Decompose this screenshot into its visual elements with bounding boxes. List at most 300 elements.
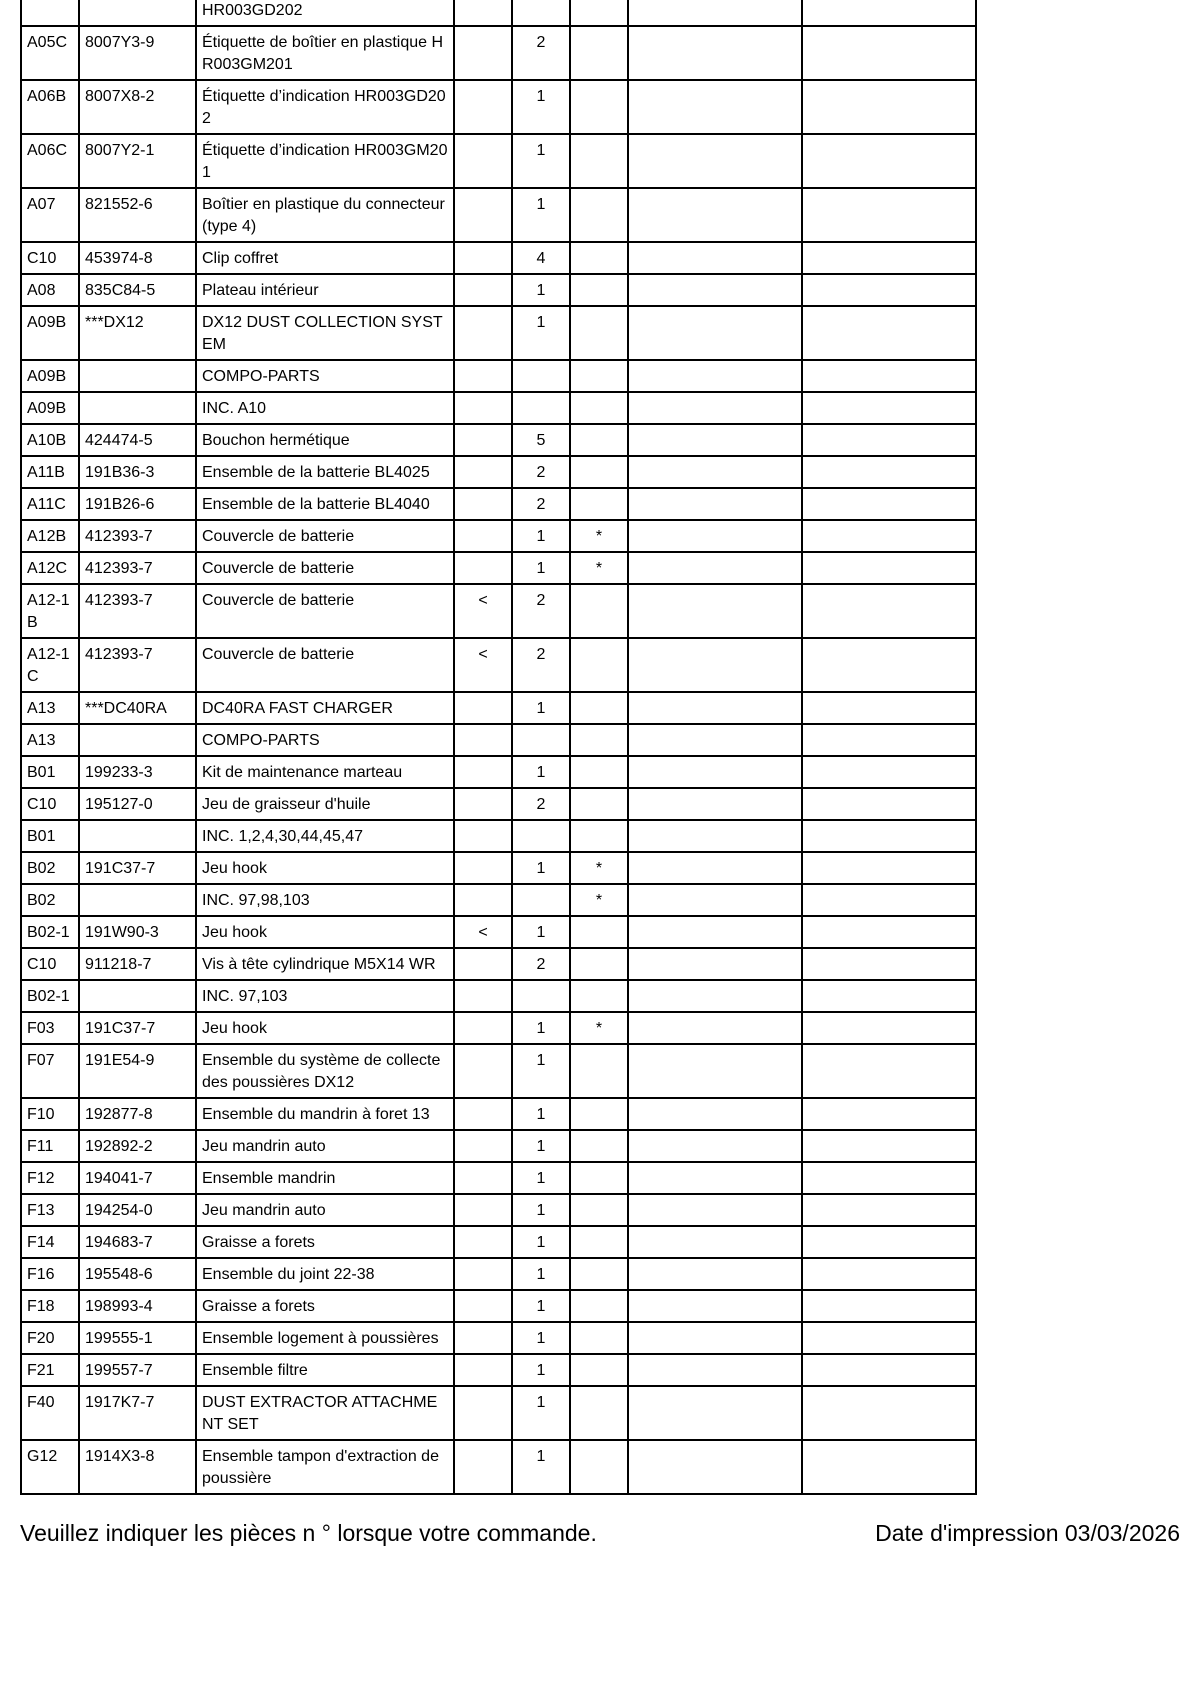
extra-cell-1 <box>628 820 802 852</box>
change-mark-cell <box>454 1194 512 1226</box>
table-row <box>21 1386 976 1440</box>
note-mark-cell <box>570 638 628 692</box>
description-cell: INC. 97,103 <box>196 980 454 1012</box>
note-mark-cell <box>570 788 628 820</box>
note-mark-cell <box>570 188 628 242</box>
table-row <box>21 1012 976 1044</box>
ref-no-cell: A12C <box>21 552 79 584</box>
change-mark-cell <box>454 80 512 134</box>
ref-no-cell: A06B <box>21 80 79 134</box>
note-mark-cell <box>570 134 628 188</box>
description-cell: Jeu mandrin auto <box>196 1194 454 1226</box>
quantity-cell: 1 <box>512 1098 570 1130</box>
ref-no-cell: F16 <box>21 1258 79 1290</box>
description-cell: Bouchon hermétique <box>196 424 454 456</box>
part-no-cell: 835C84-5 <box>79 274 196 306</box>
part-no-cell: 199233-3 <box>79 756 196 788</box>
quantity-cell: 1 <box>512 188 570 242</box>
extra-cell-2 <box>802 1226 976 1258</box>
part-no-cell: 195127-0 <box>79 788 196 820</box>
extra-cell-2 <box>802 1258 976 1290</box>
quantity-cell <box>512 392 570 424</box>
extra-cell-2 <box>802 520 976 552</box>
note-mark-cell <box>570 1354 628 1386</box>
description-cell: Clip coffret <box>196 242 454 274</box>
ref-no-cell: F40 <box>21 1386 79 1440</box>
note-mark-cell <box>570 1226 628 1258</box>
table-row <box>21 980 976 1012</box>
part-no-cell: 199555-1 <box>79 1322 196 1354</box>
quantity-cell: 2 <box>512 948 570 980</box>
ref-no-cell: B01 <box>21 820 79 852</box>
change-mark-cell <box>454 1322 512 1354</box>
extra-cell-2 <box>802 584 976 638</box>
ref-no-cell: A13 <box>21 692 79 724</box>
description-cell: DX12 DUST COLLECTION SYSTEM <box>196 306 454 360</box>
note-mark-cell <box>570 756 628 788</box>
quantity-cell <box>512 724 570 756</box>
note-mark-cell <box>570 488 628 520</box>
quantity-cell: 1 <box>512 1162 570 1194</box>
extra-cell-1 <box>628 1290 802 1322</box>
change-mark-cell <box>454 0 512 26</box>
quantity-cell: 1 <box>512 306 570 360</box>
extra-cell-1 <box>628 1258 802 1290</box>
quantity-cell: 2 <box>512 584 570 638</box>
extra-cell-1 <box>628 1354 802 1386</box>
ref-no-cell: F03 <box>21 1012 79 1044</box>
note-mark-cell <box>570 1044 628 1098</box>
extra-cell-2 <box>802 1012 976 1044</box>
quantity-cell: 1 <box>512 1194 570 1226</box>
table-row <box>21 820 976 852</box>
description-cell: Plateau intérieur <box>196 274 454 306</box>
ref-no-cell: F20 <box>21 1322 79 1354</box>
quantity-cell: 1 <box>512 1322 570 1354</box>
description-cell: Ensemble de la batterie BL4025 <box>196 456 454 488</box>
extra-cell-1 <box>628 392 802 424</box>
change-mark-cell <box>454 424 512 456</box>
description-cell: Ensemble de la batterie BL4040 <box>196 488 454 520</box>
extra-cell-1 <box>628 1440 802 1494</box>
extra-cell-1 <box>628 948 802 980</box>
change-mark-cell <box>454 552 512 584</box>
ref-no-cell: A12B <box>21 520 79 552</box>
extra-cell-2 <box>802 274 976 306</box>
change-mark-cell <box>454 188 512 242</box>
description-cell: Couvercle de batterie <box>196 638 454 692</box>
change-mark-cell <box>454 1130 512 1162</box>
extra-cell-2 <box>802 134 976 188</box>
note-mark-cell <box>570 1098 628 1130</box>
extra-cell-2 <box>802 306 976 360</box>
part-no-cell: 1914X3-8 <box>79 1440 196 1494</box>
description-cell: Boîtier en plastique du connecteur (type 4) <box>196 188 454 242</box>
quantity-cell: 1 <box>512 1044 570 1098</box>
extra-cell-1 <box>628 724 802 756</box>
extra-cell-1 <box>628 188 802 242</box>
change-mark-cell: < <box>454 584 512 638</box>
change-mark-cell <box>454 1354 512 1386</box>
part-no-cell: 8007Y2-1 <box>79 134 196 188</box>
extra-cell-2 <box>802 242 976 274</box>
extra-cell-1 <box>628 360 802 392</box>
description-cell: Ensemble filtre <box>196 1354 454 1386</box>
description-cell: Graisse a forets <box>196 1226 454 1258</box>
quantity-cell: 1 <box>512 134 570 188</box>
extra-cell-2 <box>802 852 976 884</box>
quantity-cell: 1 <box>512 1386 570 1440</box>
change-mark-cell <box>454 1012 512 1044</box>
part-no-cell: 194041-7 <box>79 1162 196 1194</box>
extra-cell-1 <box>628 552 802 584</box>
description-cell: Couvercle de batterie <box>196 584 454 638</box>
note-mark-cell <box>570 26 628 80</box>
ref-no-cell: C10 <box>21 948 79 980</box>
quantity-cell: 1 <box>512 852 570 884</box>
quantity-cell <box>512 884 570 916</box>
table-row <box>21 242 976 274</box>
quantity-cell: 1 <box>512 1012 570 1044</box>
ref-no-cell: A09B <box>21 392 79 424</box>
description-cell: Ensemble tampon d'extraction de poussière <box>196 1440 454 1494</box>
ref-no-cell: A11C <box>21 488 79 520</box>
note-mark-cell <box>570 456 628 488</box>
note-mark-cell <box>570 424 628 456</box>
extra-cell-2 <box>802 638 976 692</box>
part-no-cell: 191E54-9 <box>79 1044 196 1098</box>
table-row <box>21 788 976 820</box>
description-cell: INC. A10 <box>196 392 454 424</box>
note-mark-cell <box>570 1258 628 1290</box>
description-cell: COMPO-PARTS <box>196 724 454 756</box>
ref-no-cell: A09B <box>21 306 79 360</box>
quantity-cell: 1 <box>512 274 570 306</box>
extra-cell-1 <box>628 1098 802 1130</box>
description-cell: Kit de maintenance marteau <box>196 756 454 788</box>
extra-cell-2 <box>802 0 976 26</box>
description-cell: Étiquette de boîtier en plastique HR003GM201 <box>196 26 454 80</box>
ref-no-cell: G12 <box>21 1440 79 1494</box>
change-mark-cell <box>454 242 512 274</box>
note-mark-cell: * <box>570 552 628 584</box>
extra-cell-2 <box>802 1290 976 1322</box>
table-row <box>21 456 976 488</box>
table-row <box>21 1098 976 1130</box>
ref-no-cell: F21 <box>21 1354 79 1386</box>
table-row <box>21 360 976 392</box>
ref-no-cell: A06C <box>21 134 79 188</box>
note-mark-cell <box>570 392 628 424</box>
description-cell: INC. 97,98,103 <box>196 884 454 916</box>
ref-no-cell: C10 <box>21 788 79 820</box>
description-cell: Ensemble du système de collecte des poussières DX12 <box>196 1044 454 1098</box>
description-cell: COMPO-PARTS <box>196 360 454 392</box>
table-row <box>21 1440 976 1494</box>
description-cell: Couvercle de batterie <box>196 520 454 552</box>
extra-cell-1 <box>628 424 802 456</box>
change-mark-cell <box>454 392 512 424</box>
table-row <box>21 1162 976 1194</box>
part-no-cell <box>79 360 196 392</box>
change-mark-cell <box>454 788 512 820</box>
part-no-cell: ***DC40RA <box>79 692 196 724</box>
extra-cell-1 <box>628 306 802 360</box>
ref-no-cell: A13 <box>21 724 79 756</box>
quantity-cell: 5 <box>512 424 570 456</box>
extra-cell-1 <box>628 456 802 488</box>
table-row <box>21 852 976 884</box>
ref-no-cell: A07 <box>21 188 79 242</box>
table-row <box>21 552 976 584</box>
extra-cell-2 <box>802 948 976 980</box>
ref-no-cell: F11 <box>21 1130 79 1162</box>
description-cell: Vis à tête cylindrique M5X14 WR <box>196 948 454 980</box>
note-mark-cell <box>570 1290 628 1322</box>
description-cell: INC. 1,2,4,30,44,45,47 <box>196 820 454 852</box>
extra-cell-2 <box>802 1194 976 1226</box>
description-cell: HR003GD202 <box>196 0 454 26</box>
parts-table-body <box>21 0 976 1494</box>
extra-cell-1 <box>628 980 802 1012</box>
extra-cell-1 <box>628 274 802 306</box>
extra-cell-1 <box>628 1386 802 1440</box>
extra-cell-2 <box>802 360 976 392</box>
quantity-cell: 1 <box>512 1130 570 1162</box>
table-row <box>21 1226 976 1258</box>
extra-cell-1 <box>628 1322 802 1354</box>
note-mark-cell: * <box>570 1012 628 1044</box>
quantity-cell: 2 <box>512 638 570 692</box>
extra-cell-1 <box>628 80 802 134</box>
part-no-cell: 412393-7 <box>79 638 196 692</box>
extra-cell-1 <box>628 1044 802 1098</box>
extra-cell-2 <box>802 980 976 1012</box>
part-no-cell <box>79 392 196 424</box>
part-no-cell: 1917K7-7 <box>79 1386 196 1440</box>
extra-cell-1 <box>628 0 802 26</box>
extra-cell-2 <box>802 1354 976 1386</box>
description-cell: Ensemble logement à poussières <box>196 1322 454 1354</box>
ref-no-cell: C10 <box>21 242 79 274</box>
table-row <box>21 638 976 692</box>
part-no-cell: 412393-7 <box>79 520 196 552</box>
part-no-cell: 8007Y3-9 <box>79 26 196 80</box>
note-mark-cell <box>570 306 628 360</box>
ref-no-cell: A05C <box>21 26 79 80</box>
change-mark-cell <box>454 1226 512 1258</box>
extra-cell-1 <box>628 692 802 724</box>
change-mark-cell <box>454 26 512 80</box>
note-mark-cell: * <box>570 884 628 916</box>
quantity-cell: 4 <box>512 242 570 274</box>
extra-cell-1 <box>628 1162 802 1194</box>
quantity-cell: 1 <box>512 1440 570 1494</box>
change-mark-cell <box>454 884 512 916</box>
description-cell: Ensemble du joint 22-38 <box>196 1258 454 1290</box>
note-mark-cell <box>570 692 628 724</box>
note-mark-cell <box>570 980 628 1012</box>
extra-cell-1 <box>628 1012 802 1044</box>
extra-cell-2 <box>802 1130 976 1162</box>
quantity-cell: 1 <box>512 1258 570 1290</box>
note-mark-cell <box>570 0 628 26</box>
table-row <box>21 80 976 134</box>
table-row <box>21 392 976 424</box>
note-mark-cell <box>570 1440 628 1494</box>
change-mark-cell <box>454 980 512 1012</box>
table-row <box>21 488 976 520</box>
extra-cell-2 <box>802 80 976 134</box>
extra-cell-1 <box>628 520 802 552</box>
quantity-cell <box>512 0 570 26</box>
description-cell: Étiquette d’indication HR003GM201 <box>196 134 454 188</box>
part-no-cell <box>79 0 196 26</box>
extra-cell-2 <box>802 1386 976 1440</box>
change-mark-cell: < <box>454 916 512 948</box>
table-row <box>21 188 976 242</box>
quantity-cell: 1 <box>512 80 570 134</box>
change-mark-cell <box>454 274 512 306</box>
note-mark-cell: * <box>570 852 628 884</box>
change-mark-cell <box>454 134 512 188</box>
print-date: Date d'impression 03/03/2026 <box>875 1520 1180 1546</box>
extra-cell-2 <box>802 692 976 724</box>
description-cell: Jeu hook <box>196 852 454 884</box>
ref-no-cell: B02 <box>21 884 79 916</box>
change-mark-cell <box>454 724 512 756</box>
quantity-cell: 1 <box>512 1354 570 1386</box>
quantity-cell: 1 <box>512 692 570 724</box>
table-row <box>21 1130 976 1162</box>
part-no-cell: 192877-8 <box>79 1098 196 1130</box>
quantity-cell <box>512 820 570 852</box>
table-row <box>21 1354 976 1386</box>
note-mark-cell <box>570 242 628 274</box>
description-cell: Graisse a forets <box>196 1290 454 1322</box>
change-mark-cell <box>454 360 512 392</box>
extra-cell-1 <box>628 242 802 274</box>
table-row <box>21 756 976 788</box>
part-no-cell <box>79 820 196 852</box>
part-no-cell <box>79 980 196 1012</box>
part-no-cell: 194683-7 <box>79 1226 196 1258</box>
change-mark-cell <box>454 948 512 980</box>
part-no-cell: 911218-7 <box>79 948 196 980</box>
quantity-cell: 1 <box>512 552 570 584</box>
part-no-cell: 191C37-7 <box>79 1012 196 1044</box>
change-mark-cell <box>454 1386 512 1440</box>
part-no-cell: 191C37-7 <box>79 852 196 884</box>
change-mark-cell <box>454 488 512 520</box>
note-mark-cell <box>570 948 628 980</box>
extra-cell-1 <box>628 488 802 520</box>
ref-no-cell: B01 <box>21 756 79 788</box>
extra-cell-2 <box>802 1440 976 1494</box>
part-no-cell: 191W90-3 <box>79 916 196 948</box>
note-mark-cell <box>570 360 628 392</box>
quantity-cell <box>512 980 570 1012</box>
extra-cell-1 <box>628 1130 802 1162</box>
part-no-cell: ***DX12 <box>79 306 196 360</box>
table-row <box>21 520 976 552</box>
ref-no-cell: A12-1B <box>21 584 79 638</box>
description-cell: DUST EXTRACTOR ATTACHMENT SET <box>196 1386 454 1440</box>
extra-cell-1 <box>628 26 802 80</box>
ref-no-cell: F07 <box>21 1044 79 1098</box>
part-no-cell: 8007X8-2 <box>79 80 196 134</box>
table-row <box>21 306 976 360</box>
change-mark-cell <box>454 306 512 360</box>
extra-cell-1 <box>628 1226 802 1258</box>
parts-table <box>20 0 977 1495</box>
quantity-cell: 2 <box>512 788 570 820</box>
change-mark-cell <box>454 520 512 552</box>
extra-cell-2 <box>802 1162 976 1194</box>
extra-cell-1 <box>628 884 802 916</box>
part-no-cell: 199557-7 <box>79 1354 196 1386</box>
extra-cell-1 <box>628 134 802 188</box>
table-row <box>21 1044 976 1098</box>
extra-cell-1 <box>628 916 802 948</box>
change-mark-cell <box>454 820 512 852</box>
table-row <box>21 26 976 80</box>
table-row <box>21 724 976 756</box>
ref-no-cell: F10 <box>21 1098 79 1130</box>
ref-no-cell: F12 <box>21 1162 79 1194</box>
part-no-cell: 195548-6 <box>79 1258 196 1290</box>
quantity-cell <box>512 360 570 392</box>
parts-list-sheet <box>20 0 977 1495</box>
quantity-cell: 1 <box>512 1226 570 1258</box>
table-row <box>21 948 976 980</box>
description-cell: Ensemble mandrin <box>196 1162 454 1194</box>
ref-no-cell <box>21 0 79 26</box>
note-mark-cell <box>570 1386 628 1440</box>
note-mark-cell <box>570 1162 628 1194</box>
table-row <box>21 1258 976 1290</box>
extra-cell-2 <box>802 488 976 520</box>
quantity-cell: 2 <box>512 456 570 488</box>
extra-cell-2 <box>802 724 976 756</box>
description-cell: Jeu mandrin auto <box>196 1130 454 1162</box>
ref-no-cell: A09B <box>21 360 79 392</box>
ref-no-cell: F18 <box>21 1290 79 1322</box>
part-no-cell: 191B36-3 <box>79 456 196 488</box>
table-row <box>21 424 976 456</box>
table-row <box>21 916 976 948</box>
extra-cell-2 <box>802 916 976 948</box>
note-mark-cell <box>570 1322 628 1354</box>
extra-cell-1 <box>628 788 802 820</box>
part-no-cell: 191B26-6 <box>79 488 196 520</box>
change-mark-cell <box>454 1258 512 1290</box>
extra-cell-1 <box>628 1194 802 1226</box>
ref-no-cell: A10B <box>21 424 79 456</box>
ref-no-cell: A08 <box>21 274 79 306</box>
note-mark-cell <box>570 916 628 948</box>
quantity-cell: 1 <box>512 756 570 788</box>
extra-cell-2 <box>802 788 976 820</box>
ref-no-cell: B02 <box>21 852 79 884</box>
extra-cell-2 <box>802 392 976 424</box>
change-mark-cell <box>454 756 512 788</box>
note-mark-cell <box>570 584 628 638</box>
change-mark-cell <box>454 1440 512 1494</box>
quantity-cell: 2 <box>512 488 570 520</box>
part-no-cell: 821552-6 <box>79 188 196 242</box>
table-row <box>21 584 976 638</box>
